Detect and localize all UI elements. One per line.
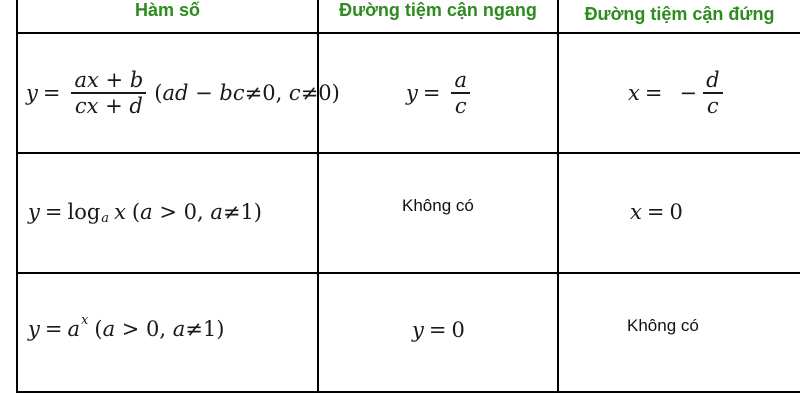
row1-vertical-asymptote: x = − $\frac{d}{c}$	[628, 34, 729, 152]
row2-function: y = log a x (a > 0, a≠1)	[28, 200, 262, 226]
row1-fraction: $\frac{ax + b}{cx + d}$	[71, 68, 146, 118]
table-border-bottom	[16, 391, 800, 393]
header-horizontal-asymptote: Đường tiệm cận ngang	[339, 0, 537, 20]
row1-function: y = $\frac{ax + b}{cx + d}$ (ad − bc≠0, c≠0)	[26, 68, 340, 118]
row1-horizontal-asymptote: y = $\frac{a}{c}$	[406, 34, 476, 152]
row3-function: y = a x (a > 0, a≠1)	[28, 312, 225, 341]
header-function: Hàm số	[134, 0, 201, 20]
table-border-left	[16, 0, 18, 393]
row3-vertical-asymptote: Không có	[627, 316, 699, 335]
header-vertical-asymptote: Đường tiệm cận đứng	[584, 4, 775, 24]
column-divider-2	[557, 0, 559, 393]
row2-vertical-asymptote: x = 0	[630, 200, 683, 224]
row2-horizontal-asymptote: Không có	[402, 196, 474, 215]
row3-horizontal-asymptote: y = 0	[412, 318, 465, 342]
